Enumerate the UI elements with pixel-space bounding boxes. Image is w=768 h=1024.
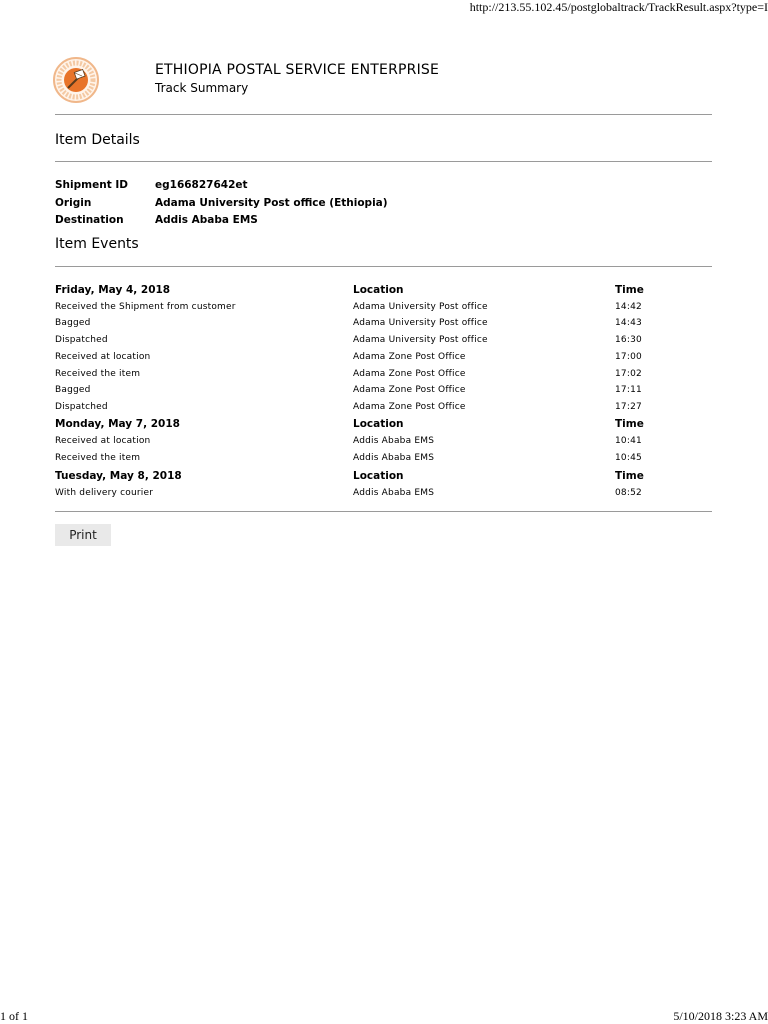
ethiopia-post-logo-icon (53, 57, 99, 103)
item-events-divider (55, 266, 712, 267)
event-location: Adama Zone Post Office (353, 385, 466, 395)
time-header: Time (615, 284, 644, 296)
event-row (55, 302, 712, 318)
time-header: Time (615, 418, 644, 430)
event-location: Adama University Post office (353, 318, 488, 328)
event-row (55, 385, 712, 401)
header-divider (55, 114, 712, 115)
event-group-header (55, 470, 712, 486)
event-description: Received the item (55, 369, 141, 379)
destination-value: Addis Ababa EMS (155, 214, 258, 226)
event-row (55, 369, 712, 385)
event-date: Monday, May 7, 2018 (55, 418, 180, 430)
print-button[interactable]: Print (55, 524, 111, 546)
event-time: 16:30 (615, 335, 642, 345)
location-header: Location (353, 418, 404, 430)
event-description: Received the Shipment from customer (55, 302, 236, 312)
event-description: With delivery courier (55, 488, 154, 498)
event-location: Addis Ababa EMS (353, 436, 435, 446)
print-footer-page-count: 1 of 1 (0, 1009, 28, 1023)
event-location: Adama University Post office (353, 335, 488, 345)
event-location: Adama Zone Post Office (353, 352, 466, 362)
event-group-header (55, 284, 712, 300)
event-date: Tuesday, May 8, 2018 (55, 470, 182, 482)
event-time: 10:41 (615, 436, 642, 446)
events-bottom-divider (55, 511, 712, 512)
event-row (55, 436, 712, 452)
event-row (55, 318, 712, 334)
org-name: ETHIOPIA POSTAL SERVICE ENTERPRISE (155, 62, 440, 78)
event-description: Dispatched (55, 335, 108, 345)
event-description: Received at location (55, 352, 151, 362)
event-description: Dispatched (55, 402, 108, 412)
event-description: Bagged (55, 385, 91, 395)
shipment-id-label: Shipment ID (55, 179, 128, 191)
location-header: Location (353, 470, 404, 482)
event-row (55, 488, 712, 504)
event-time: 17:02 (615, 369, 642, 379)
event-time: 14:42 (615, 302, 642, 312)
event-location: Adama University Post office (353, 302, 488, 312)
event-location: Addis Ababa EMS (353, 488, 435, 498)
event-time: 17:27 (615, 402, 642, 412)
origin-value: Adama University Post office (Ethiopia) (155, 197, 388, 209)
event-row (55, 352, 712, 368)
event-location: Adama Zone Post Office (353, 369, 466, 379)
event-location: Addis Ababa EMS (353, 453, 435, 463)
item-details-title: Item Details (55, 132, 140, 148)
event-description: Bagged (55, 318, 91, 328)
event-time: 14:43 (615, 318, 642, 328)
event-location: Adama Zone Post Office (353, 402, 466, 412)
event-time: 08:52 (615, 488, 642, 498)
event-description: Received at location (55, 436, 151, 446)
event-time: 17:11 (615, 385, 642, 395)
item-details-divider (55, 161, 712, 162)
event-time: 17:00 (615, 352, 642, 362)
event-row (55, 453, 712, 469)
event-description: Received the item (55, 453, 141, 463)
item-events-title: Item Events (55, 236, 139, 252)
event-time: 10:45 (615, 453, 642, 463)
origin-label: Origin (55, 197, 92, 209)
time-header: Time (615, 470, 644, 482)
destination-label: Destination (55, 214, 124, 226)
event-group-header (55, 418, 712, 434)
location-header: Location (353, 284, 404, 296)
event-date: Friday, May 4, 2018 (55, 284, 171, 296)
page-subtitle: Track Summary (155, 81, 249, 95)
print-header-url: http://213.55.102.45/postglobaltrack/TrackResult.aspx?type=I (469, 0, 768, 14)
event-row (55, 402, 712, 418)
print-footer-timestamp: 5/10/2018 3:23 AM (673, 1009, 768, 1023)
event-row (55, 335, 712, 351)
shipment-id-value: eg166827642et (155, 179, 248, 191)
